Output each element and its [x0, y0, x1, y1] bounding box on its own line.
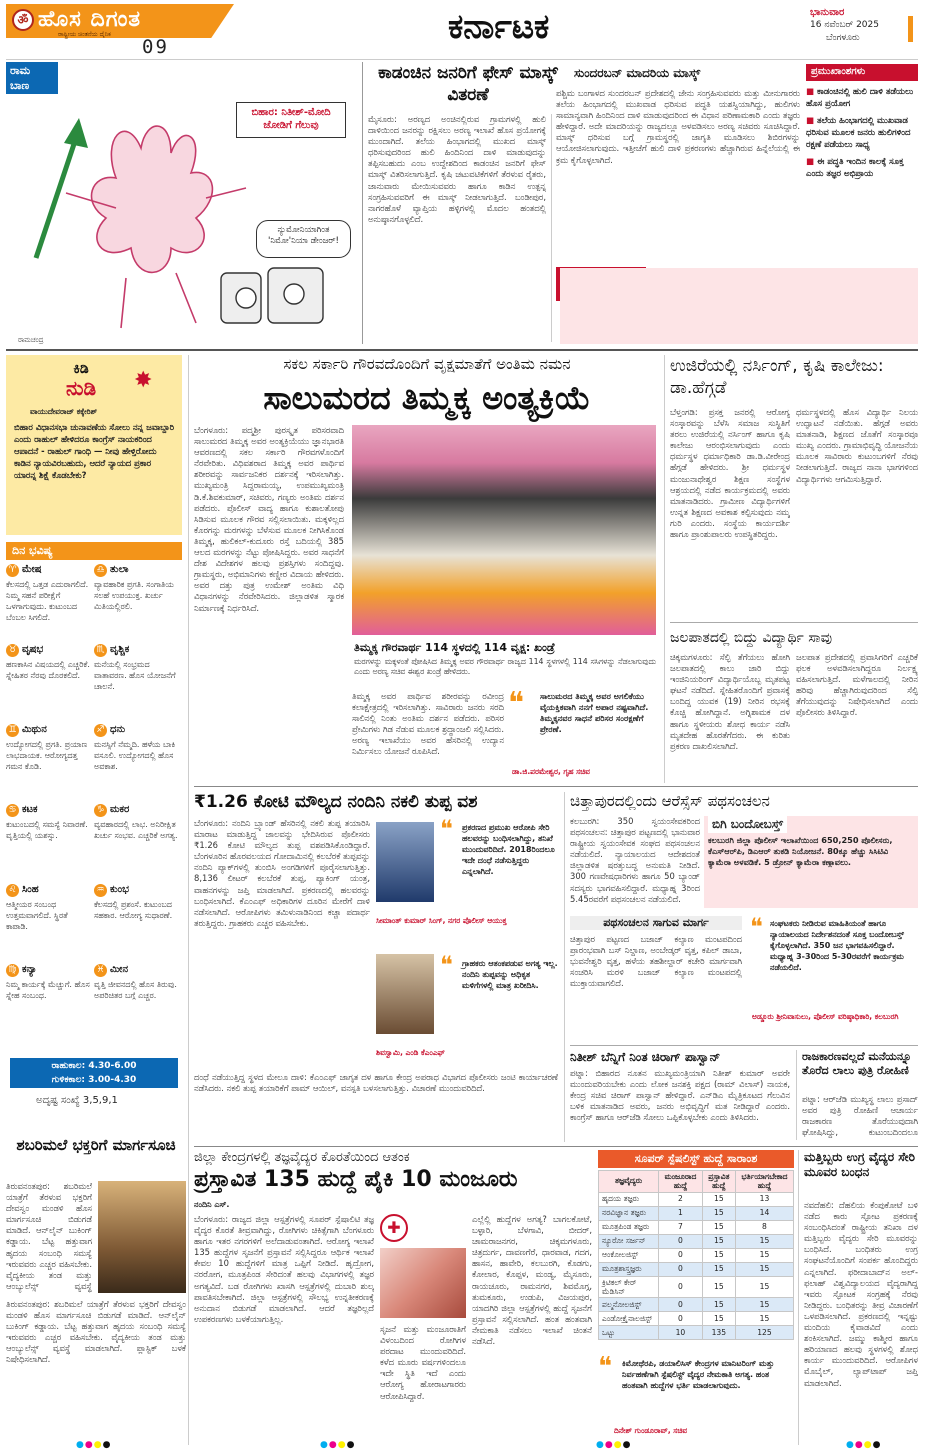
registration-marks-right: ●●●●	[846, 1440, 882, 1449]
sign-name: ವೃಶ್ಚಿಕ	[110, 644, 130, 655]
sign-header	[6, 804, 92, 817]
table-cell: 15	[702, 1206, 735, 1220]
sign-header	[94, 564, 180, 577]
table-header-cell: ಮಂಜೂರಾದ ಹುದ್ದೆ	[659, 1170, 703, 1192]
thimmakka-body2: ತಿಮ್ಮಕ್ಕ ಅವರ ಪಾರ್ಥಿವ ಶರೀರವನ್ನು ರವೀಂದ್ರ ಕಲಾಕ್ಷೇತ್ರದಲ್ಲಿ ಇರಿಸಲಾಗಿತ್ತು. ಸಾವಿರಾರು ಜನರು ಸರದಿ ಸಾಲಿನಲ್ಲಿ ನಿಂತು ಅಂತಿಮ ದರ್ಶನ ಪಡೆದರು. ಪರಿಸರ ಪ್ರೇಮಿಗಳು ಗಿಡ ನೆಡುವ ಮೂಲಕ ಶ್ರದ್ಧಾಂಜಲಿ ಸಲ್ಲಿಸಿದರು. ಅರಣ್ಯ ಇಲಾಖೆಯು ಅವರ ಹೆಸರಿನಲ್ಲಿ ಉದ್ಯಾನ ನಿರ್ಮಿಸಲು ಯೋಜನೆ ರೂಪಿಸಿದೆ.	[352, 691, 504, 757]
officer-photo-1	[376, 822, 434, 902]
shabarimale-headline: ಶಬರಿಮಲೆ ಭಕ್ತರಿಗೆ ಮಾರ್ಗಸೂಚಿ	[16, 1136, 176, 1154]
highlights-title: ಪ್ರಮುಖಾಂಶಗಳು	[806, 64, 918, 81]
table-cell: 13	[735, 1192, 793, 1206]
table-cell: ಎಂಡೋಕ್ರೈನಾಲಜಿಸ್ಟ್	[599, 1312, 659, 1326]
rohini-headline: ರಾಜಕಾರಣವಲ್ಲದೆ ಮನೆಯನ್ನೂ ತೊರೆದ ಲಾಲು ಪುತ್ರಿ ರೋಹಿಣಿ	[802, 1050, 912, 1077]
sign-header	[94, 644, 180, 657]
thimmakka-quote: ಸಾಲುಮರದ ತಿಮ್ಮಕ್ಕ ಅವರ ಅಗಲಿಕೆಯು ವೈಯಕ್ತಿಕವಾಗಿ ನನಗೆ ಅಪಾರ ನಷ್ಟವಾಗಿದೆ. ತಿಮ್ಮಕ್ಕನವರ ಸಾಧನೆ ಪರಿಸರ ಸಂರಕ್ಷಣೆಗೆ ಪ್ರೇರಣೆ.	[540, 691, 649, 734]
horoscope-sign	[6, 564, 92, 642]
zodiac-icon: ♈	[6, 564, 19, 577]
page-number: 09	[142, 36, 169, 58]
table-cell: ಹೃದಯ ತಜ್ಞರು	[599, 1192, 659, 1206]
path-text: ಚಿತ್ತಾಪುರ ಪಟ್ಟಣದ ಬಜಾಜ್ ಕಲ್ಯಾಣ ಮಂಟಪದಿಂದ ಪ್ರಾರಂಭವಾಗಿ ಬಸ್ ನಿಲ್ದಾಣ, ಅಂಬೇಡ್ಕರ್ ವೃತ್ತ, ಕಪಿಲ್ ಡಾಬಾ, ಭುವನೇಶ್ವರಿ ವೃತ್ತ, ಹಳೆಯ ತಹಶೀಲ್ದಾರ್ ಕಚೇರಿ ಮಾರ್ಗವಾಗಿ ಸಂಚರಿಸಿ ಮರಳಿ ಬಜಾಜ್ ಕಲ್ಯಾಣ ಮಂಟಪದಲ್ಲಿ ಮುಕ್ತಾಯವಾಗಲಿದೆ.	[570, 934, 742, 989]
sign-text: ನಿಮ್ಮ ಕಾರ್ಯಕ್ಕೆ ಮೆಚ್ಚುಗೆ. ಹೊಸ ಸ್ನೇಹ ಸಂಬಂಧ.	[6, 980, 90, 1000]
bandobast-title: ಬಿಗಿ ಬಂದೋಬಸ್ತ್	[708, 816, 787, 833]
table-cell: 15	[702, 1276, 735, 1298]
spark-icon: ✸	[134, 368, 153, 393]
kidi-author: ವಾಯುದೇವರಾಜ್ ಕಕ್ಕೇರಿಶ್	[30, 407, 98, 416]
sign-header	[94, 804, 180, 817]
gulika: ಗುಳಿಕಕಾಲ: 3.00-4.30	[51, 1075, 137, 1085]
sign-text: ಮನಸ್ಸಿಗೆ ನೆಮ್ಮದಿ. ಹಳೆಯ ಬಾಕಿ ವಸೂಲಿ. ಉದ್ಯೋಗದಲ್ಲಿ ಹೊಸ ಅವಕಾಶ.	[94, 740, 176, 771]
zodiac-icon: ♌	[6, 884, 19, 897]
bandobast-box	[704, 816, 918, 908]
doctors-text: ಬೆಂಗಳೂರು: ರಾಜ್ಯದ ಜಿಲ್ಲಾ ಆಸ್ಪತ್ರೆಗಳಲ್ಲಿ ಸೂಪರ್ ಸ್ಪೆಷಾಲಿಟಿ ತಜ್ಞ ವೈದ್ಯರ ಕೊರತೆ ತೀವ್ರವಾಗಿದ್ದು, ರೋಗಿಗಳು ಚಿಕಿತ್ಸೆಗಾಗಿ ಬೆಂಗಳೂರು ಹಾಗೂ ಇತರ ನಗರಗಳಿಗೆ ಅಲೆದಾಡುವಂತಾಗಿದೆ. ಆರೋಗ್ಯ ಇಲಾಖೆ 135 ಹುದ್ದೆಗಳ ಸೃಜನೆಗೆ ಪ್ರಸ್ತಾವನೆ ಸಲ್ಲಿಸಿದ್ದರೂ ಆರ್ಥಿಕ ಇಲಾಖೆ ಕೇವಲ 10 ಹುದ್ದೆಗಳಿಗೆ ಮಾತ್ರ ಒಪ್ಪಿಗೆ ನೀಡಿದೆ. ಹೃದ್ರೋಗ, ನರರೋಗ, ಮೂತ್ರಪಿಂಡ ಸೇರಿದಂತೆ ಹಲವು ವಿಭಾಗಗಳಲ್ಲಿ ತಜ್ಞರ ಅಗತ್ಯವಿದೆ. ಬಡ ರೋಗಿಗಳು ಖಾಸಗಿ ಆಸ್ಪತ್ರೆಗಳಲ್ಲಿ ದುಬಾರಿ ಶುಲ್ಕ ಪಾವತಿಸಬೇಕಾಗಿದೆ. ಜಿಲ್ಲಾ ಆಸ್ಪತ್ರೆಗಳಲ್ಲಿ ಸೌಲಭ್ಯ ಉನ್ನತೀಕರಣಕ್ಕೆ ಅನುದಾನ ಬಿಡುಗಡೆ ಮಾಡಲಾಗಿದೆ. ಆದರೆ ತಜ್ಞರಿಲ್ಲದೆ ಉಪಕರಣಗಳು ಬಳಕೆಯಾಗುತ್ತಿಲ್ಲ.	[194, 1214, 374, 1324]
table-cell: 14	[735, 1206, 793, 1220]
mask-subhead: ಸುಂದರಬನ್ ಮಾದರಿಯ ಮಾಸ್ಕ್	[574, 66, 701, 80]
sign-text: ಕೆಲಸದಲ್ಲಿ ಒತ್ತಡ ಎದುರಾಗಲಿದೆ. ನಿಮ್ಮ ಸಹನೆ ಪರೀಕ್ಷೆಗೆ ಒಳಗಾಗುವುದು. ಕುಟುಂಬದ ಬೆಂಬಲ ಸಿಗಲಿದೆ.	[6, 580, 89, 622]
doctors-text2: ಎಲ್ಲೆಲ್ಲಿ ಹುದ್ದೆಗಳ ಅಗತ್ಯ? ಬಾಗಲಕೋಟೆ, ಬಳ್ಳಾರಿ, ಬೆಳಗಾವಿ, ಬೀದರ್, ಚಾಮರಾಜನಗರ, ಚಿಕ್ಕಮಗಳೂರು, ಚಿತ್ರದುರ್ಗ, ದಾವಣಗೆರೆ, ಧಾರವಾಡ, ಗದಗ, ಹಾಸನ, ಹಾವೇರಿ, ಕಲಬುರಗಿ, ಕೊಡಗು, ಕೋಲಾರ, ಕೊಪ್ಪಳ, ಮಂಡ್ಯ, ಮೈಸೂರು, ರಾಯಚೂರು, ರಾಮನಗರ, ಶಿವಮೊಗ್ಗ, ತುಮಕೂರು, ಉಡುಪಿ, ವಿಜಯಪುರ, ಯಾದಗಿರಿ ಜಿಲ್ಲಾ ಆಸ್ಪತ್ರೆಗಳಲ್ಲಿ ಹುದ್ದೆ ಸೃಜನೆಗೆ ಪ್ರಸ್ತಾವನೆ ಸಲ್ಲಿಸಲಾಗಿದೆ. ಹಂತ ಹಂತವಾಗಿ ನೇಮಕಾತಿ ನಡೆಸಲು ಇಲಾಖೆ ಚಿಂತನೆ ನಡೆಸಿದೆ.	[472, 1214, 592, 1347]
shabarimale-text: ತಿರುವನಂತಪುರ: ಶಬರಿಮಲೆ ಯಾತ್ರೆಗೆ ತೆರಳುವ ಭಕ್ತರಿಗೆ ದೇವಸ್ವಂ ಮಂಡಳಿ ಹೊಸ ಮಾರ್ಗಸೂಚಿ ಬಿಡುಗಡೆ ಮಾಡಿದೆ. ಆನ್‌ಲೈನ್ ಬುಕಿಂಗ್ ಕಡ್ಡಾಯ. ಬೆಟ್ಟ ಹತ್ತುವಾಗ ಹೃದಯ ಸಂಬಂಧಿ ಸಮಸ್ಯೆ ಇರುವವರು ಎಚ್ಚರ ವಹಿಸಬೇಕು. ವೈದ್ಯಕೀಯ ತಂಡ ಮತ್ತು ಆಂಬ್ಯುಲೆನ್ಸ್ ವ್ಯವಸ್ಥೆ ಮಾಡಲಾಗಿದೆ. ಪ್ಲಾಸ್ಟಿಕ್ ಬಳಕೆ ನಿಷೇಧಿಸಲಾಗಿದೆ.	[6, 1299, 186, 1365]
sign-name: ಮಕರ	[110, 804, 130, 815]
zodiac-icon: ♋	[6, 804, 19, 817]
table-row	[599, 1262, 794, 1276]
ujire-text: ಬೆಳ್ತಂಗಡಿ: ಪ್ರಸಕ್ತ ಜನರಲ್ಲಿ ಆರೋಗ್ಯ ಸಂಸ್ಕಾರವನ್ನು ಬೆಳೆಸಿ ಸಮಾಜ ಸುಸ್ಥಿತಿಗೆ ತರಲು ಉಜಿರೆಯಲ್ಲಿ ನರ್ಸಿಂಗ್ ಹಾಗೂ ಕೃಷಿ ಕಾಲೇಜು ಆರಂಭಿಸಲಾಗುವುದು ಎಂದು ಧರ್ಮಸ್ಥಳ ಧರ್ಮಾಧಿಕಾರಿ ಡಾ.ಡಿ.ವೀರೇಂದ್ರ ಹೆಗ್ಗಡೆ ಹೇಳಿದರು. ಶ್ರೀ ಧರ್ಮಸ್ಥಳ ಮಂಜುನಾಥೇಶ್ವರ ಶಿಕ್ಷಣ ಸಂಸ್ಥೆಗಳ ಆಶ್ರಯದಲ್ಲಿ ನಡೆದ ಕಾರ್ಯಕ್ರಮದಲ್ಲಿ ಅವರು ಮಾತನಾಡಿದರು. ಗ್ರಾಮೀಣ ವಿದ್ಯಾರ್ಥಿಗಳಿಗೆ ಉನ್ನತ ಶಿಕ್ಷಣದ ಅವಕಾಶ ಕಲ್ಪಿಸುವುದು ನಮ್ಮ ಗುರಿ ಎಂದರು. ಸಂಸ್ಥೆಯ ಕಾರ್ಯದರ್ಶಿ ಹಾಗೂ ಪ್ರಾಂಶುಪಾಲರು ಉಪಸ್ಥಿತರಿದ್ದರು.	[670, 407, 790, 540]
table-cell: 15	[702, 1248, 735, 1262]
horoscope-sign	[94, 804, 180, 882]
doctors-text3: ಸೃಜನೆ ಮತ್ತು ಮಂಜೂರಾತಿಗೆ ವಿಳಂಬದಿಂದ ರೋಗಿಗಳ ಪರದಾಟ ಮುಂದುವರಿದಿದೆ. ಕಳೆದ ಮೂರು ವರ್ಷಗಳಿಂದಲೂ ಇದೇ ಸ್ಥಿತಿ ಇದೆ ಎಂದು ಆರೋಗ್ಯ ಹೋರಾಟಗಾರರು ಆರೋಪಿಸಿದ್ದಾರೆ.	[380, 1324, 466, 1401]
zodiac-icon: ♏	[94, 644, 107, 657]
nitish-story	[570, 1050, 918, 1142]
ujire-headline: ಉಜಿರೆಯಲ್ಲಿ ನರ್ಸಿಂಗ್, ಕೃಷಿ ಕಾಲೇಜು: ಡಾ.ಹೆಗ್ಗಡೆ	[670, 356, 884, 398]
highlight-item: ■ ಕಾಡಂಚಿನಲ್ಲಿ ಹುಲಿ ದಾಳಿ ತಡೆಯಲು ಹೊಸ ಪ್ರಯೋಗ	[806, 86, 914, 109]
doctors-quote: ಕಿಮೋಥೆರಪಿ, ಡಯಾಲಿಸಿಸ್ ಕೇಂದ್ರಗಳ ಮಾನಿಟರಿಂಗ್ ಮತ್ತು ನಿರ್ವಹಣೆಗಾಗಿ ಸ್ಪೆಷಲಿಸ್ಟ್ ವೈದ್ಯರ ನೇಮಕಾತಿ ಅಗತ್ಯ. ಹಂತ ಹಂತವಾಗಿ ಹುದ್ದೆಗಳ ಭರ್ತಿ ಮಾಡಲಾಗುವುದು.	[622, 1359, 775, 1390]
table-cell: 15	[702, 1192, 735, 1206]
table-cell: ಮೂತ್ರಪಿಂಡ ತಜ್ಞರು	[599, 1220, 659, 1234]
cartoonist-signature: ರಾಮಚಂದ್ರ	[18, 336, 44, 344]
lucky-number: ಅದೃಷ್ಟ ಸಂಖ್ಯೆ 3,5,9,1	[36, 1095, 118, 1106]
table-cell: ಕ್ರಿಟಿಕಲ್ ಕೇರ್ ಮೆಡಿಸಿನ್	[599, 1276, 659, 1298]
cartoon-caption-box: ಬಿಹಾರ: ನಿತೀಶ್-ಮೋದಿ ಜೋಡಿಗೆ ಗೆಲುವು	[236, 102, 346, 138]
table-cell: 15	[702, 1262, 735, 1276]
sign-text: ಉದ್ಯೋಗದಲ್ಲಿ ಪ್ರಗತಿ. ಪ್ರಯಾಣ ಲಾಭದಾಯಕ. ಆರೋಗ್ಯದತ್ತ ಗಮನ ಕೊಡಿ.	[6, 740, 88, 771]
temple-photo	[98, 1181, 186, 1293]
kidi-title: ಕಿಡಿ ನುಡಿ	[66, 361, 97, 400]
sign-name: ಕನ್ಯಾ	[22, 964, 37, 975]
rss-headline: ಚಿತ್ತಾಪುರದಲ್ಲಿಂದು ಆರೆಸ್ಸೆಸ್ ಪಥಸಂಚಲನ	[570, 792, 770, 810]
thimmakka-subhead: ತಿಮ್ಮಕ್ಕ ಗೌರವಾರ್ಥ 114 ಸ್ಥಳದಲ್ಲಿ 114 ವೃಕ್ಷ: ಖಂಡ್ರೆ	[354, 641, 555, 654]
jalapata-story	[670, 630, 918, 780]
quote-icon: ❝	[440, 815, 453, 843]
horoscope-title: ದಿನ ಭವಿಷ್ಯ	[6, 542, 182, 560]
horoscope	[6, 542, 182, 1124]
ramabana-cartoon	[6, 62, 356, 344]
nitish-text: ಪಟ್ನಾ: ಬಿಹಾರದ ನೂತನ ಮುಖ್ಯಮಂತ್ರಿಯಾಗಿ ನಿತೀಶ್ ಕುಮಾರ್ ಅವರೇ ಮುಂದುವರಿಯಬೇಕು ಎಂದು ಲೋಕ ಜನಶಕ್ತಿ ಪಕ್ಷದ (ರಾಮ್ ವಿಲಾಸ್) ನಾಯಕ, ಕೇಂದ್ರ ಸಚಿವ ಚಿರಾಗ್ ಪಾಸ್ವಾನ್ ಹೇಳಿದ್ದಾರೆ. ಎನ್‌ಡಿಎ ಮೈತ್ರಿಕೂಟದ ಗೆಲುವಿನ ಬಳಿಕ ಮಾತನಾಡಿದ ಅವರು, ಜನರು ಅಭಿವೃದ್ಧಿಗೆ ಮತ ನೀಡಿದ್ದಾರೆ ಎಂದರು. ಕಾಂಗ್ರೆಸ್ ಹಾಗೂ ಆರ್‌ಜೆಡಿ ಸೋಲು ಒಪ್ಪಿಕೊಳ್ಳಬೇಕು ಎಂದು ತಿಳಿಸಿದರು.	[570, 1068, 790, 1123]
registration-marks-center: ●●●●	[320, 1440, 356, 1449]
table-cell: 15	[702, 1312, 735, 1326]
table-cell: 0	[659, 1248, 703, 1262]
thimmakka-subtext: ಮರಗಳನ್ನು ಮಕ್ಕಳಂತೆ ಪೋಷಿಸಿದ ತಿಮ್ಮಕ್ಕ ಅವರ ಗೌರವಾರ್ಥ ರಾಜ್ಯದ 114 ಸ್ಥಳಗಳಲ್ಲಿ 114 ಸಸಿಗಳನ್ನು ನೆಡಲಾಗುವುದು ಎಂದು ಅರಣ್ಯ ಸಚಿವ ಈಶ್ವರ ಖಂಡ್ರೆ ಹೇಳಿದರು.	[354, 657, 656, 677]
table-title: ಸೂಪರ್ ಸ್ಪೆಷಲಿಸ್ಟ್ ಹುದ್ದೆ ಸಾರಾಂಶ	[598, 1150, 794, 1168]
quote-icon: ❝	[750, 913, 763, 941]
mask-col1: ಮೈಸೂರು: ಅರಣ್ಯದ ಅಂಚಿನಲ್ಲಿರುವ ಗ್ರಾಮಗಳಲ್ಲಿ ಹುಲಿ ದಾಳಿಯಿಂದ ಜನರನ್ನು ರಕ್ಷಿಸಲು ಅರಣ್ಯ ಇಲಾಖೆ ಹೊಸ ಪ್ರಯೋಗಕ್ಕೆ ಮುಂದಾಗಿದೆ. ತಲೆಯ ಹಿಂಭಾಗದಲ್ಲಿ ಮುಖದ ಮಾಸ್ಕ್ ಧರಿಸುವುದರಿಂದ ಹುಲಿ ಹಿಂದಿನಿಂದ ದಾಳಿ ಮಾಡುವುದನ್ನು ತಪ್ಪಿಸಬಹುದು ಎಂಬ ಉದ್ದೇಶದಿಂದ ಕಾಡಂಚಿನ ಜನರಿಗೆ ಫೇಸ್ ಮಾಸ್ಕ್ ವಿತರಿಸಲಾಗುತ್ತಿದೆ. ಕೃಷಿ ಚಟುವಟಿಕೆಗಳಿಗೆ ತೆರಳುವ ರೈತರು, ಜಾನುವಾರು ಮೇಯಿಸುವವರು ಹಾಗೂ ಕಾಡಿನ ಉತ್ಪನ್ನ ಸಂಗ್ರಹಿಸುವವರಿಗೆ ಈ ಮಾಸ್ಕ್ ನೀಡಲಾಗುತ್ತಿದೆ. ಬಂಡೀಪುರ, ನಾಗರಹೊಳೆ ವ್ಯಾಪ್ತಿಯ ಹಳ್ಳಿಗಳಲ್ಲಿ ಮೊದಲ ಹಂತದಲ್ಲಿ ಅನುಷ್ಠಾನಗೊಳ್ಳಲಿದೆ.	[368, 114, 546, 224]
specialist-table	[598, 1170, 794, 1341]
table-cell: 10	[659, 1326, 703, 1340]
doctors-headline-b: ಪ್ರಸ್ತಾವಿತ 135 ಹುದ್ದೆ ಪೈಕಿ 10 ಮಂಜೂರು	[194, 1167, 518, 1193]
table-row	[599, 1248, 794, 1262]
zodiac-icon: ♊	[6, 724, 19, 737]
table-cell: 135	[702, 1326, 735, 1340]
mask-col2: ಪಶ್ಚಿಮ ಬಂಗಾಳದ ಸುಂದರಬನ್ ಪ್ರದೇಶದಲ್ಲಿ ಜೇನು ಸಂಗ್ರಹಿಸುವವರು ಮತ್ತು ಮೀನುಗಾರರು ತಲೆಯ ಹಿಂಭಾಗದಲ್ಲಿ ಮುಖವಾಡ ಧರಿಸುವ ಪದ್ಧತಿ ಯಶಸ್ವಿಯಾಗಿದ್ದು, ಹುಲಿಗಳು ಸಾಮಾನ್ಯವಾಗಿ ಹಿಂದಿನಿಂದ ದಾಳಿ ಮಾಡುವುದರಿಂದ ಈ ವಿಧಾನ ಪರಿಣಾಮಕಾರಿ ಎಂದು ತಜ್ಞರು ಹೇಳಿದ್ದಾರೆ. ಅದೇ ಮಾದರಿಯನ್ನು ರಾಜ್ಯದಲ್ಲೂ ಅಳವಡಿಸಲು ಅರಣ್ಯ ಸಚಿವರು ಸೂಚಿಸಿದ್ದಾರೆ. ಮಾಸ್ಕ್ ಧರಿಸುವ ಬಗ್ಗೆ ಗ್ರಾಮಸ್ಥರಲ್ಲಿ ಜಾಗೃತಿ ಮೂಡಿಸಲು ಶಿಬಿರಗಳನ್ನು ಆಯೋಜಿಸಲಾಗುವುದು. ಇತ್ತೀಚೆಗೆ ಹುಲಿ ದಾಳಿ ಪ್ರಕರಣಗಳು ಹೆಚ್ಚಾಗಿರುವ ಹಿನ್ನೆಲೆಯಲ್ಲಿ ಈ ಕ್ರಮ ಕೈಗೊಳ್ಳಲಾಗಿದೆ.	[556, 88, 800, 165]
thimmakka-quote-by: ಡಾ.ಜಿ.ಪರಮೇಶ್ವರ, ಗೃಹ ಸಚಿವ	[512, 767, 590, 776]
table-cell: ಆಂಕೋಲಜಿಸ್ಟ್	[599, 1248, 659, 1262]
sign-name: ಕುಂಭ	[110, 884, 129, 895]
table-cell: ನರವಿಜ್ಞಾನ ತಜ್ಞರು	[599, 1206, 659, 1220]
table-cell: 15	[702, 1234, 735, 1248]
table-cell: 0	[659, 1262, 703, 1276]
rss-quote-by: ಅಡ್ಡೂರು ಶ್ರೀನಿವಾಸುಲು, ಪೊಲೀಸ್ ವರಿಷ್ಠಾಧಿಕಾರಿ, ಕಲಬುರಗಿ	[752, 1012, 899, 1021]
nandini-quote-2-by: ಶಿವಸ್ವಾಮಿ, ಎಂಡಿ ಕೆಎಂಎಫ್	[376, 1048, 445, 1057]
bandobast-text: ಕಲಬುರಗಿ ಜಿಲ್ಲಾ ಪೊಲೀಸ್ ಇಲಾಖೆಯಿಂದ 650,250 ಪೊಲೀಸರು, ಕೆಎಸ್‌ಆರ್‌ಪಿ, ಡಿಎಆರ್ ತುಕಡಿ ನಿಯೋಜನೆ. 80ಕ್ಕೂ ಹೆಚ್ಚು ಸಿಸಿಟಿವಿ ಕ್ಯಾಮೆರಾ ಅಳವಡಿಕೆ. 5 ಡ್ರೋನ್ ಕ್ಯಾಮೆರಾ ಕಣ್ಗಾವಲು.	[708, 835, 893, 867]
highlight-item: ■ ಈ ಪದ್ಧತಿ ಇಂದಿನ ಕಾಲಕ್ಕೆ ಸೂಕ್ತ ಎಂದು ತಜ್ಞರ ಅಭಿಪ್ರಾಯ	[806, 156, 904, 179]
horoscope-grid	[6, 564, 182, 1054]
jalapata-text2: ಜಲಪಾತ ಪ್ರದೇಶದಲ್ಲಿ ಪ್ರವಾಸಿಗರಿಗೆ ಎಚ್ಚರಿಕೆ ಫಲಕ ಅಳವಡಿಸಲಾಗಿದ್ದರೂ ನಿರ್ಲಕ್ಷ್ಯ ವಹಿಸಲಾಗುತ್ತಿದೆ. ಮಳೆಗಾಲದಲ್ಲಿ ನೀರಿನ ಹರಿವು ಹೆಚ್ಚಾಗಿರುವುದರಿಂದ ಸೆಲ್ಫಿ ತೆಗೆಯುವುದನ್ನು ನಿಷೇಧಿಸಲಾಗಿದೆ ಎಂದು ಪೊಲೀಸರು ತಿಳಿಸಿದ್ದಾರೆ.	[796, 652, 918, 718]
table-cell: 0	[659, 1298, 703, 1312]
table-row	[599, 1192, 794, 1206]
jalapata-headline: ಜಲಪಾತದಲ್ಲಿ ಬಿದ್ದು ವಿದ್ಯಾರ್ಥಿ ಸಾವು	[670, 630, 833, 646]
zodiac-icon: ♍	[6, 964, 19, 977]
kidi-text: ಬಿಹಾರ ವಿಧಾನಸಭಾ ಚುನಾವಣೆಯ ಸೋಲು ನನ್ನ ಜವಾಬ್ದಾರಿ ಎಂದು ರಾಹುಲ್ ಹೇಳಿದರೂ ಕಾಂಗ್ರೆಸ್ ನಾಯಕರಿಂದ ಆಪಾದನೆ - ರಾಹುಲ್ ಗಾಂಧಿ — ನೀವು ಹೇಳ್ತಿರೋದು ಕಾಡಿನ ನ್ಯಾಯವಿರಬಹುದು, ಆದರೆ ನ್ಯಾಯದ ಪ್ರಕಾರ ಯಾರನ್ನ ಶಿಕ್ಷೆ ಕೊಡಬೇಕು?	[14, 422, 175, 480]
ujire-text2: ಧರ್ಮಸ್ಥಳದಲ್ಲಿ ಹೊಸ ವಿದ್ಯಾರ್ಥಿ ನಿಲಯ ಉದ್ಘಾಟನೆ ನಡೆಯಿತು. ಹೆಗ್ಗಡೆ ಅವರು ಮಾತನಾಡಿ, ಶಿಕ್ಷಣದ ಜೊತೆಗೆ ಸಂಸ್ಕಾರವೂ ಮುಖ್ಯ ಎಂದರು. ಗ್ರಾಮಾಭಿವೃದ್ಧಿ ಯೋಜನೆಯ ಮೂಲಕ ಸಾವಿರಾರು ಕುಟುಂಬಗಳಿಗೆ ನೆರವು ನೀಡಲಾಗುತ್ತಿದೆ. ರಾಜ್ಯದ ನಾನಾ ಭಾಗಗಳಿಂದ ವಿದ್ಯಾರ್ಥಿಗಳು ಆಗಮಿಸುತ್ತಿದ್ದಾರೆ.	[796, 407, 918, 484]
ujire-story	[670, 355, 918, 617]
table-cell: 1	[659, 1206, 703, 1220]
sign-text: ಮನೆಯಲ್ಲಿ ಸಂಭ್ರಮದ ವಾತಾವರಣ. ಹೊಸ ಯೋಜನೆಗೆ ಚಾಲನೆ.	[94, 660, 176, 691]
registration-marks-left: ●●●●	[76, 1440, 112, 1449]
sign-text: ವ್ಯಾವಹಾರಿಕ ಪ್ರಗತಿ. ಸಂಗಾತಿಯ ಸಲಹೆ ಉಪಯುಕ್ತ. ಖರ್ಚು ಮಿತಿಯಲ್ಲಿರಲಿ.	[94, 580, 174, 611]
horoscope-sign	[94, 884, 180, 962]
table-cell: 15	[735, 1248, 793, 1262]
section-title: ಕರ್ನಾಟಕ	[448, 7, 550, 47]
nandini-quote-1: ಪ್ರಕರಣದ ಪ್ರಮುಖ ಆರೋಪಿ ಸೇರಿ ಹಲವರನ್ನು ಬಂಧಿಸಲಾಗಿದ್ದು, ತನಿಖೆ ಮುಂದುವರಿದಿದೆ. 2018ರಿಂದಲೂ ಇದೇ ದಂಧೆ ನಡೆಸುತ್ತಿದ್ದರು ಎನ್ನಲಾಗಿದೆ.	[462, 823, 555, 876]
quote-icon: ❝	[508, 686, 525, 721]
nandini-text: ಬೆಂಗಳೂರು: ನಂದಿನಿ ಬ್ರ್ಯಾಂಡ್ ಹೆಸರಿನಲ್ಲಿ ನಕಲಿ ತುಪ್ಪ ತಯಾರಿಸಿ ಮಾರಾಟ ಮಾಡುತ್ತಿದ್ದ ಜಾಲವನ್ನು ಭೇದಿಸಿರುವ ಪೊಲೀಸರು ₹1.26 ಕೋಟಿ ಮೌಲ್ಯದ ತುಪ್ಪ ವಶಪಡಿಸಿಕೊಂಡಿದ್ದಾರೆ. ಬೆಂಗಳೂರಿನ ಹೊರವಲಯದ ಗೋದಾಮಿನಲ್ಲಿ ಕಲಬೆರಕೆ ತುಪ್ಪವನ್ನು ನಂದಿನಿ ಪ್ಯಾಕ್‌ಗಳಲ್ಲಿ ತುಂಬಿಸಿ ಅಂಗಡಿಗಳಿಗೆ ಪೂರೈಸಲಾಗುತ್ತಿತ್ತು. 8,136 ಲೀಟರ್ ಕಲಬೆರಕೆ ತುಪ್ಪ, ಪ್ಯಾಕಿಂಗ್ ಯಂತ್ರ, ವಾಹನಗಳನ್ನು ಜಪ್ತಿ ಮಾಡಲಾಗಿದೆ. ಪ್ರಕರಣದಲ್ಲಿ ಹಲವರನ್ನು ಬಂಧಿಸಲಾಗಿದೆ. ಕೆಎಂಎಫ್ ಅಧಿಕಾರಿಗಳ ದೂರಿನ ಮೇರೆಗೆ ದಾಳಿ ನಡೆಸಲಾಗಿದೆ. ಆರೋಪಿಗಳು ತಮಿಳುನಾಡಿನಿಂದ ಕಚ್ಚಾ ಪದಾರ್ಥ ತರುತ್ತಿದ್ದರು. ಗ್ರಾಹಕರು ಎಚ್ಚರ ವಹಿಸಬೇಕು.	[194, 818, 370, 928]
table-cell: ಪಲ್ಮನೋಲಜಿಸ್ಟ್	[599, 1298, 659, 1312]
nandini-text2: ದಂಧೆ ನಡೆಯುತ್ತಿದ್ದ ಸ್ಥಳದ ಮೇಲೂ ದಾಳಿ: ಕೆಎಂಎಫ್ ಜಾಗೃತ ದಳ ಹಾಗೂ ಕೇಂದ್ರ ಅಪರಾಧ ವಿಭಾಗದ ಪೊಲೀಸರು ಜಂಟಿ ಕಾರ್ಯಾಚರಣೆ ನಡೆಸಿದರು. ನಕಲಿ ತುಪ್ಪ ತಯಾರಿಕೆಗೆ ಪಾಮ್ ಆಯಿಲ್, ವನಸ್ಪತಿ ಬಳಸಲಾಗುತ್ತಿತ್ತು. ವಿಚಾರಣೆ ಮುಂದುವರಿದಿದೆ.	[194, 1072, 558, 1094]
zodiac-icon: ♐	[94, 724, 107, 737]
horoscope-sign	[94, 644, 180, 722]
rss-text: ಕಲಬುರಗಿ: 350 ಸ್ವಯಂಸೇವಕರಿಂದ ಪಥಸಂಚಲನ: ಚಿತ್ತಾಪುರ ಪಟ್ಟಣದಲ್ಲಿ ಭಾನುವಾರ ರಾಷ್ಟ್ರೀಯ ಸ್ವಯಂಸೇವಕ ಸಂಘದ ಪಥಸಂಚಲನ ನಡೆಯಲಿದೆ. ನ್ಯಾಯಾಲಯದ ಆದೇಶದಂತೆ ಜಿಲ್ಲಾಡಳಿತ ಷರತ್ತುಬದ್ಧ ಅನುಮತಿ ನೀಡಿದೆ. 300 ಗಣವೇಷಧಾರಿಗಳು ಹಾಗೂ 50 ಬ್ಯಾಂಡ್ ಸದಸ್ಯರು ಭಾಗವಹಿಸಲಿದ್ದಾರೆ. ಮಧ್ಯಾಹ್ನ 3ರಿಂದ 5.45ರವರೆಗೆ ಪಥಸಂಚಲನ ನಡೆಯಲಿದೆ.	[570, 816, 700, 904]
mattibaru-headline: ಮತ್ತಿಬ್ಬರು ಉಗ್ರ ವೈದ್ಯರ ಸೇರಿ ಮೂವರ ಬಂಧನ	[804, 1150, 915, 1179]
sign-header	[6, 884, 92, 897]
masthead-date: 16 ನವೆಂಬರ್ 2025	[810, 20, 879, 30]
sign-text: ಕುಟುಂಬದಲ್ಲಿ ಸಮಸ್ಯೆ ನಿವಾರಣೆ. ವೃತ್ತಿಯಲ್ಲಿ ಯಶಸ್ಸು.	[6, 820, 88, 840]
table-header-row	[599, 1170, 794, 1192]
table-row	[599, 1298, 794, 1312]
table-cell: 15	[735, 1262, 793, 1276]
doctor-photo	[380, 1248, 466, 1318]
sign-name: ಮಿಥುನ	[22, 724, 47, 735]
horoscope-sign	[6, 884, 92, 962]
rss-story	[570, 792, 918, 1042]
mattibaru-text: ನವದೆಹಲಿ: ದೆಹಲಿಯ ಕೆಂಪುಕೋಟೆ ಬಳಿ ನಡೆದ ಕಾರು ಸ್ಫೋಟ ಪ್ರಕರಣಕ್ಕೆ ಸಂಬಂಧಿಸಿದಂತೆ ರಾಷ್ಟ್ರೀಯ ತನಿಖಾ ದಳ ಮತ್ತಿಬ್ಬರು ವೈದ್ಯರು ಸೇರಿ ಮೂವರನ್ನು ಬಂಧಿಸಿದೆ. ಬಂಧಿತರು ಉಗ್ರ ಸಂಘಟನೆಯೊಂದಿಗೆ ಸಂಪರ್ಕ ಹೊಂದಿದ್ದರು ಎನ್ನಲಾಗಿದೆ. ಫರೀದಾಬಾದ್‌ನ ಅಲ್-ಫಲಾಹ್ ವಿಶ್ವವಿದ್ಯಾಲಯದ ವೈದ್ಯರಾಗಿದ್ದ ಇವರು ಸ್ಫೋಟಕ ಸಂಗ್ರಹಕ್ಕೆ ನೆರವು ನೀಡಿದ್ದರು. ಬಂಧಿತರನ್ನು ತೀವ್ರ ವಿಚಾರಣೆಗೆ ಒಳಪಡಿಸಲಾಗಿದೆ. ಪ್ರಕರಣದಲ್ಲಿ ಇನ್ನಷ್ಟು ಮಂದಿಯ ಕೈವಾಡವಿದೆ ಎಂದು ಶಂಕಿಸಲಾಗಿದೆ. ಜಮ್ಮು ಕಾಶ್ಮೀರ ಹಾಗೂ ಹರಿಯಾಣದ ಹಲವು ಸ್ಥಳಗಳಲ್ಲಿ ಶೋಧ ಕಾರ್ಯ ಮುಂದುವರಿದಿದೆ. ಆರೋಪಿಗಳ ಮೊಬೈಲ್, ಲ್ಯಾಪ್‌ಟಾಪ್ ಜಪ್ತಿ ಮಾಡಲಾಗಿದೆ.	[804, 1200, 918, 1388]
rahukala-box	[10, 1058, 178, 1088]
sign-name: ಸಿಂಹ	[22, 884, 39, 895]
quote-icon: ❝	[598, 1352, 612, 1382]
table-header-cell: ತಜ್ಞವೈದ್ಯರು	[599, 1170, 659, 1192]
shabarimale	[6, 1135, 186, 1443]
table-cell: 15	[735, 1234, 793, 1248]
masthead-city: ಬೆಂಗಳೂರು	[826, 33, 860, 43]
green-arrow-icon	[36, 118, 88, 258]
zodiac-icon: ♑	[94, 804, 107, 817]
table-cell: 8	[735, 1220, 793, 1234]
quote-icon: ❝	[440, 951, 453, 979]
paper-tagline: ರಾಷ್ಟ್ರೀಯ ಚಿಂತನೆಯ ದೈನಿಕ	[58, 31, 111, 38]
sign-name: ಮೇಷ	[22, 564, 42, 575]
highlights-box	[806, 64, 918, 268]
zodiac-icon: ♒	[94, 884, 107, 897]
sign-text: ವೃತ್ತಿ ಜೀವನದಲ್ಲಿ ಹೊಸ ತಿರುವು. ಅಪರಿಚಿತರ ಬಗ್ಗೆ ಎಚ್ಚರ.	[94, 980, 177, 1000]
sign-header	[94, 724, 180, 737]
table-header-cell: ಭರ್ತಿಯಾಗಬೇಕಾದ ಹುದ್ದೆ	[735, 1170, 793, 1192]
officer-photo-2	[376, 954, 434, 1034]
table-cell: ಒಟ್ಟು	[599, 1326, 659, 1340]
ramabana-label-1: ರಾಮ	[10, 64, 31, 77]
sign-header	[94, 884, 180, 897]
sign-name: ವೃಷಭ	[22, 644, 44, 655]
thimmakka-photo	[352, 425, 656, 635]
table-cell: 15	[702, 1298, 735, 1312]
registration-marks-center2: ●●●●	[596, 1440, 632, 1449]
nitish-headline: ನಿತೀಶ್ ಬೆನ್ನಿಗೆ ನಿಂತ ಚಿರಾಗ್ ಪಾಸ್ವಾನ್	[570, 1050, 721, 1064]
table-cell: ಮೂತ್ರಶಾಸ್ತ್ರಜ್ಞರು	[599, 1262, 659, 1276]
sign-text: ಕೆಲಸದಲ್ಲಿ ಪ್ರಶಂಸೆ. ಕುಟುಂಬದ ಸಹಕಾರ. ಆರೋಗ್ಯ ಸುಧಾರಣೆ.	[94, 900, 173, 920]
sign-text: ಹಣಕಾಸಿನ ವಿಷಯದಲ್ಲಿ ಎಚ್ಚರಿಕೆ. ಸ್ನೇಹಿತರ ನೆರವು ದೊರಕಲಿದೆ.	[6, 660, 90, 680]
ramabana-label-2: ಬಾಣ	[10, 79, 30, 92]
thimmakka-body: ಬೆಂಗಳೂರು: ಪದ್ಮಶ್ರೀ ಪುರಸ್ಕೃತ ಪರಿಸರವಾದಿ ಸಾಲುಮರದ ತಿಮ್ಮಕ್ಕ ಅವರ ಅಂತ್ಯಕ್ರಿಯೆಯು ಜ್ಞಾನಭಾರತಿ ಆವರಣದಲ್ಲಿ ಸಕಲ ಸರ್ಕಾರಿ ಗೌರವಗಳೊಂದಿಗೆ ನೆರವೇರಿತು. ವಿಧಿವಶರಾದ ತಿಮ್ಮಕ್ಕ ಅವರ ಪಾರ್ಥಿವ ಶರೀರವನ್ನು ಸಾರ್ವಜನಿಕರ ದರ್ಶನಕ್ಕೆ ಇರಿಸಲಾಗಿತ್ತು. ಮುಖ್ಯಮಂತ್ರಿ ಸಿದ್ದರಾಮಯ್ಯ, ಉಪಮುಖ್ಯಮಂತ್ರಿ ಡಿ.ಕೆ.ಶಿವಕುಮಾರ್, ಸಚಿವರು, ಗಣ್ಯರು ಅಂತಿಮ ದರ್ಶನ ಪಡೆದರು. ಪೊಲೀಸ್ ವಾದ್ಯ ಹಾಗೂ ಕುಶಾಲತೋಪು ಸಿಡಿಸುವ ಮೂಲಕ ಗೌರವ ಸಲ್ಲಿಸಲಾಯಿತು. ಮಕ್ಕಳಿಲ್ಲದ ಕೊರಗನ್ನು ಮರಗಳನ್ನು ಬೆಳೆಸುವ ಮೂಲಕ ನೀಗಿಸಿಕೊಂಡ ತಿಮ್ಮಕ್ಕ, ಹುಲಿಕಲ್-ಕುದೂರು ರಸ್ತೆ ಬದಿಯಲ್ಲಿ 385 ಆಲದ ಮರಗಳನ್ನು ನೆಟ್ಟು ಪೋಷಿಸಿದ್ದರು. ಅವರ ಸಾಧನೆಗೆ ದೇಶ ವಿದೇಶಗಳ ಹಲವು ಪ್ರಶಸ್ತಿಗಳು ಸಂದಿದ್ದವು. ಗ್ರಾಮಸ್ಥರು, ಅಭಿಮಾನಿಗಳು ಕಣ್ಣೀರ ವಿದಾಯ ಹೇಳಿದರು. ಅವರ ದತ್ತು ಪುತ್ರ ಉಮೇಶ್ ಅಂತಿಮ ವಿಧಿ ವಿಧಾನಗಳನ್ನು ನೆರವೇರಿಸಿದರು. ಜಿಲ್ಲಾಡಳಿತ ಸ್ಮಾರಕ ನಿರ್ಮಾಣಕ್ಕೆ ನಿರ್ಧರಿಸಿದೆ.	[194, 425, 344, 613]
thimmakka-story	[194, 355, 660, 783]
hospital-logo-icon: ✚	[380, 1214, 408, 1242]
nandini-story	[194, 792, 560, 1142]
zodiac-icon: ♓	[94, 964, 107, 977]
table-cell: 0	[659, 1234, 703, 1248]
table-cell: ನ್ಯೂರೋ ಸರ್ಜನ್	[599, 1234, 659, 1248]
masthead-accent-bar	[908, 16, 913, 42]
horoscope-sign	[6, 964, 92, 1042]
table-row	[599, 1326, 794, 1340]
horoscope-sign	[94, 964, 180, 1042]
sign-text: ವ್ಯವಹಾರದಲ್ಲಿ ಲಾಭ. ಅನಿರೀಕ್ಷಿತ ಖರ್ಚು ಸಂಭವ. ಎಚ್ಚರಿಕೆ ಅಗತ್ಯ.	[94, 820, 178, 840]
horoscope-sign	[94, 564, 180, 642]
mask-headline: ಕಾಡಂಚಿನ ಜನರಿಗೆ ಫೇಸ್ ಮಾಸ್ಕ್ ವಿತರಣೆ	[378, 63, 558, 105]
logo-emblem-icon: ॐ	[12, 9, 34, 31]
lotus-figure	[66, 126, 246, 328]
sign-name: ಕಟಕ	[22, 804, 38, 815]
table-cell: 15	[735, 1276, 793, 1298]
sign-header	[6, 564, 92, 577]
sign-header	[6, 964, 92, 977]
table-row	[599, 1220, 794, 1234]
ramabana-label	[6, 62, 58, 94]
sign-header	[6, 644, 92, 657]
thimmakka-kicker: ಸಕಲ ಸರ್ಕಾರಿ ಗೌರವದೊಂದಿಗೆ ವೃಕ್ಷಮಾತೆಗೆ ಅಂತಿಮ ನಮನ	[283, 355, 571, 373]
sign-header	[94, 964, 180, 977]
masthead-day: ಭಾನುವಾರ	[810, 7, 845, 18]
table-row	[599, 1234, 794, 1248]
mattibaru-story	[804, 1150, 918, 1445]
table-cell: 15	[735, 1312, 793, 1326]
table-header-cell: ಪ್ರಸ್ತಾವಿತ ಹುದ್ದೆ	[702, 1170, 735, 1192]
mask-pink-note	[560, 268, 918, 344]
sign-header	[6, 724, 92, 737]
path-title: ಪಥಸಂಚಲನ ಸಾಗುವ ಮಾರ್ಗ	[570, 916, 742, 930]
jalapata-text: ಚಿಕ್ಕಮಗಳೂರು: ಸೆಲ್ಫಿ ತೆಗೆಯಲು ಹೋಗಿ ಜಲಪಾತದಲ್ಲಿ ಕಾಲು ಜಾರಿ ಬಿದ್ದು ಇಂಜಿನಿಯರಿಂಗ್ ವಿದ್ಯಾರ್ಥಿಯೊಬ್ಬ ಮೃತಪಟ್ಟ ಘಟನೆ ನಡೆದಿದೆ. ಸ್ನೇಹಿತರೊಂದಿಗೆ ಪ್ರವಾಸಕ್ಕೆ ಬಂದಿದ್ದ ಯುವಕ (19) ನೀರಿನ ರಭಸಕ್ಕೆ ಕೊಚ್ಚಿ ಹೋಗಿದ್ದಾನೆ. ಅಗ್ನಿಶಾಮಕ ದಳ ಹಾಗೂ ಸ್ಥಳೀಯರು ಶೋಧ ಕಾರ್ಯ ನಡೆಸಿ ಮೃತದೇಹ ಹೊರತೆಗೆದರು. ಈ ಕುರಿತು ಪ್ರಕರಣ ದಾಖಲಿಸಲಾಗಿದೆ.	[670, 652, 790, 751]
table-cell: 15	[735, 1298, 793, 1312]
rohini-text: ಪಟ್ನಾ: ಆರ್‌ಜೆಡಿ ಮುಖ್ಯಸ್ಥ ಲಾಲು ಪ್ರಸಾದ್ ಅವರ ಪುತ್ರಿ ರೋಹಿಣಿ ಆಚಾರ್ಯ ರಾಜಕಾರಣ ತೊರೆಯುವುದಾಗಿ ಘೋಷಿಸಿದ್ದು, ಕುಟುಂಬದಿಂದಲೂ	[802, 1094, 918, 1138]
table-cell: 125	[735, 1326, 793, 1340]
horoscope-sign	[6, 644, 92, 722]
table-cell: 2	[659, 1192, 703, 1206]
doctors-byline: ನಂದಿನಿ ಎಸ್.	[194, 1200, 230, 1209]
table-row	[599, 1312, 794, 1326]
table-cell: 0	[659, 1312, 703, 1326]
table-cell: 15	[702, 1220, 735, 1234]
masthead	[0, 0, 945, 60]
thimmakka-headline: ಸಾಲುಮರದ ತಿಮ್ಮಕ್ಕ ಅಂತ್ಯಕ್ರಿಯೆ	[263, 378, 591, 417]
shabarimale-text-left: ತಿರುವನಂತಪುರ: ಶಬರಿಮಲೆ ಯಾತ್ರೆಗೆ ತೆರಳುವ ಭಕ್ತರಿಗೆ ದೇವಸ್ವಂ ಮಂಡಳಿ ಹೊಸ ಮಾರ್ಗಸೂಚಿ ಬಿಡುಗಡೆ ಮಾಡಿದೆ. ಆನ್‌ಲೈನ್ ಬುಕಿಂಗ್ ಕಡ್ಡಾಯ. ಬೆಟ್ಟ ಹತ್ತುವಾಗ ಹೃದಯ ಸಂಬಂಧಿ ಸಮಸ್ಯೆ ಇರುವವರು ಎಚ್ಚರ ವಹಿಸಬೇಕು. ವೈದ್ಯಕೀಯ ತಂಡ ಮತ್ತು ಆಂಬ್ಯುಲೆನ್ಸ್ ವ್ಯವಸ್ಥೆ	[6, 1181, 92, 1291]
super-specialist-table-box	[598, 1150, 794, 1350]
horoscope-sign	[6, 724, 92, 802]
cartoon-speech-bubble: ನ್ಯುಮೋನಿಯಾಗಿಂತ 'ನಿಮೋ'ನಿಯಾ ಡೇಂಜರ್!	[256, 220, 351, 258]
horoscope-sign	[94, 724, 180, 802]
table-row	[599, 1206, 794, 1220]
sign-name: ಮೀನ	[110, 964, 128, 975]
sign-text: ಆತ್ಮೀಯರ ಸಂಬಂಧ ಉತ್ತಮವಾಗಲಿದೆ. ಸ್ಥಿರತೆ ಕಾಪಾಡಿ.	[6, 900, 68, 931]
table-cell: 7	[659, 1220, 703, 1234]
nandini-quote-2: ಗ್ರಾಹಕರು ಆತಂಕಪಡುವ ಅಗತ್ಯ ಇಲ್ಲ. ನಂದಿನಿ ತುಪ್ಪವನ್ನು ಅಧಿಕೃತ ಮಳಿಗೆಗಳಲ್ಲಿ ಮಾತ್ರ ಖರೀದಿಸಿ.	[462, 959, 558, 990]
luggage-figure	[221, 268, 323, 323]
table-cell: 0	[659, 1276, 703, 1298]
sign-name: ಧನು	[110, 724, 126, 735]
rahukala: ರಾಹುಕಾಲ: 4.30-6.00	[51, 1061, 137, 1071]
nandini-quote-1-by: ಸೀಮಾಂತ್ ಕುಮಾರ್ ಸಿಂಗ್, ನಗರ ಪೊಲೀಸ್ ಆಯುಕ್ತ	[376, 916, 507, 925]
table-row	[599, 1276, 794, 1298]
highlight-item: ■ ತಲೆಯ ಹಿಂಭಾಗದಲ್ಲಿ ಮುಖವಾಡ ಧರಿಸುವ ಮೂಲಕ ಜನರು ಹುಲಿಗಳಿಂದ ರಕ್ಷಣೆ ಪಡೆಯಲು ಸಾಧ್ಯ	[806, 115, 911, 150]
horoscope-sign	[6, 804, 92, 882]
zodiac-icon: ♉	[6, 644, 19, 657]
sign-name: ತುಲಾ	[110, 564, 129, 575]
doctors-headline-a: ಜಿಲ್ಲಾ ಕೇಂದ್ರಗಳಲ್ಲಿ ತಜ್ಞವೈದ್ಯರ ಕೊರತೆಯಿಂದ ಆತಂಕ	[194, 1150, 410, 1165]
nandini-headline: ₹1.26 ಕೋಟಿ ಮೌಲ್ಯದ ನಂದಿನಿ ನಕಲಿ ತುಪ್ಪ ವಶ	[194, 792, 478, 812]
kidi-nudi	[6, 355, 182, 535]
paper-name: ಹೊಸ ದಿಗಂತ	[38, 7, 142, 32]
doctors-quote-by: ದಿನೇಶ್ ಗುಂಡೂರಾವ್, ಸಚಿವ	[614, 1426, 688, 1435]
rss-quote: ಸಂಘಟಕರು ನೀಡಿರುವ ಮಾಹಿತಿಯಂತೆ ಹಾಗೂ ನ್ಯಾಯಾಲಯದ ನಿರ್ದೇಶನದಂತೆ ಸೂಕ್ತ ಬಂದೋಬಸ್ತ್ ಕೈಗೊಳ್ಳಲಾಗಿದೆ. 350 ಜನ ಭಾಗವಹಿಸಲಿದ್ದಾರೆ. ಮಧ್ಯಾಹ್ನ 3-30ರಿಂದ 5-30ರವರೆಗೆ ಕಾರ್ಯಕ್ರಮ ನಡೆಯಲಿದೆ.	[770, 919, 904, 972]
doctors-story	[194, 1150, 794, 1445]
zodiac-icon: ♎	[94, 564, 107, 577]
